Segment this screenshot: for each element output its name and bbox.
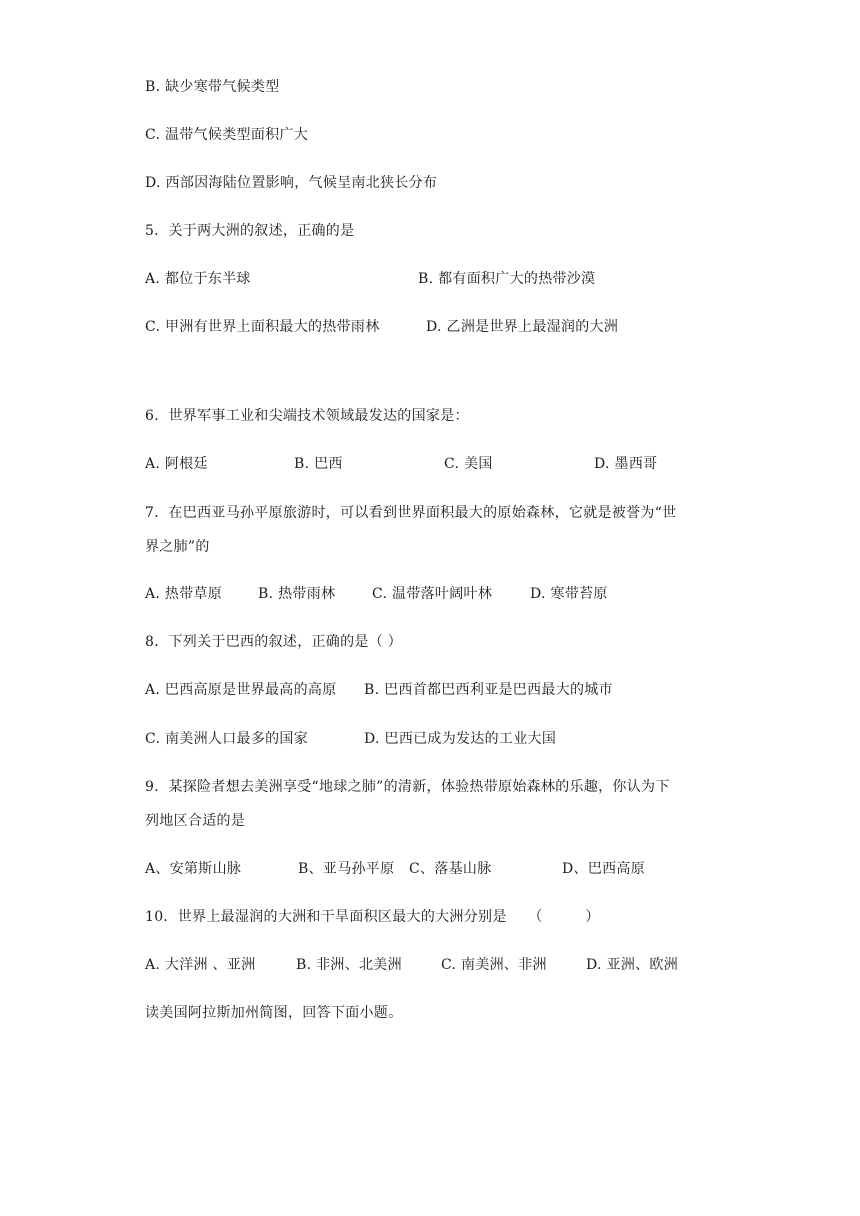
q8-option-d: D. 巴西已成为发达的工业大国 <box>364 731 557 747</box>
q7-option-d: D. 寒带苔原 <box>530 586 608 602</box>
q4-option-b: B. 缺少寒带气候类型 <box>145 79 280 95</box>
q8-stem: 8．下列关于巴西的叙述，正确的是（ ） <box>145 634 403 650</box>
q7-option-b: B. 热带雨林 <box>258 586 336 602</box>
q6-option-c: C. 美国 <box>444 456 493 472</box>
q9-option-a: A、安第斯山脉 <box>145 861 242 877</box>
q5-stem: 5．关于两大洲的叙述，正确的是 <box>145 223 355 239</box>
q10-option-d: D. 亚洲、欧洲 <box>586 957 679 973</box>
q6-stem: 6．世界军事工业和尖端技术领域最发达的国家是： <box>145 408 469 424</box>
q5-option-d: D. 乙洲是世界上最湿润的大洲 <box>426 319 619 335</box>
q9-stem-line2: 列地区合适的是 <box>145 813 246 829</box>
q6-option-b: B. 巴西 <box>294 456 343 472</box>
q10-option-c: C. 南美洲、非洲 <box>441 957 547 973</box>
q9-option-d: D、巴西高原 <box>562 861 646 877</box>
q10-stem: 10．世界上最湿润的大洲和干旱面积区最大的大洲分别是 （ ） <box>145 909 600 925</box>
q6-option-a: A. 阿根廷 <box>145 456 208 472</box>
q6-option-d: D. 墨西哥 <box>594 456 658 472</box>
q9-stem-line1: 9．某探险者想去美洲享受“地球之肺”的清新，体验热带原始森林的乐趣，你认为下 <box>145 779 670 795</box>
q10-option-a: A. 大洋洲 、亚洲 <box>145 957 256 973</box>
q10-option-b: B. 非洲、北美洲 <box>296 957 402 973</box>
q7-option-a: A. 热带草原 <box>145 586 223 602</box>
q5-option-c: C. 甲洲有世界上面积最大的热带雨林 <box>145 319 380 335</box>
map-instruction: 读美国阿拉斯加州简图，回答下面小题。 <box>145 1005 403 1021</box>
q9-option-b: B、亚马孙平原 <box>298 861 395 877</box>
q7-option-c: C. 温带落叶阔叶林 <box>372 586 493 602</box>
q4-option-d: D. 西部因海陆位置影响，气候呈南北狭长分布 <box>145 175 438 191</box>
q8-option-b: B. 巴西首都巴西利亚是巴西最大的城市 <box>364 682 613 698</box>
q5-option-b: B. 都有面积广大的热带沙漠 <box>418 271 596 287</box>
q8-option-c: C. 南美洲人口最多的国家 <box>145 731 309 747</box>
q4-option-c: C. 温带气候类型面积广大 <box>145 127 309 143</box>
q8-option-a: A. 巴西高原是世界最高的高原 <box>145 682 337 698</box>
q5-option-a: A. 都位于东半球 <box>145 271 251 287</box>
q7-stem-line1: 7．在巴西亚马孙平原旅游时，可以看到世界面积最大的原始森林，它就是被誉为“世 <box>145 505 677 521</box>
q9-option-c: C、落基山脉 <box>409 861 492 877</box>
q7-stem-line2: 界之肺”的 <box>145 539 210 555</box>
